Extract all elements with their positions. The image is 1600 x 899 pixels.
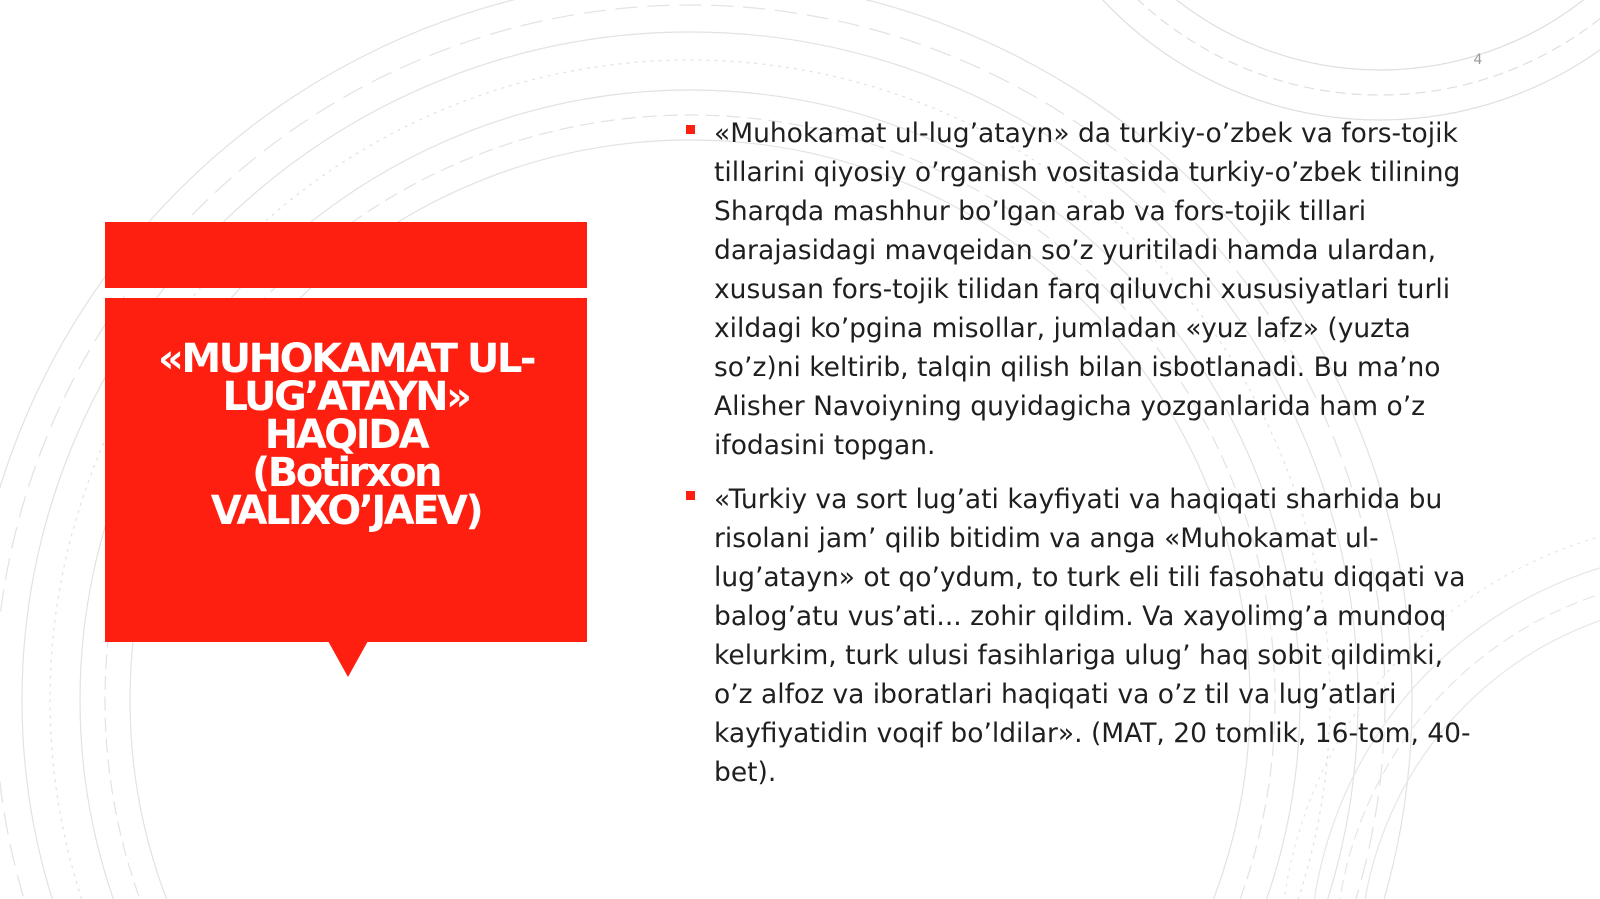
- bullet-text: «Turkiy va sort lug’ati kayfiyati va haqiqati sharhida bu risolani jam’ qilib bitidim va anga «Muhokamat ul-lug’atayn» ot qo’ydum, to turk eli tili fasohatu diqqati va balog’atu vus’ati... zohir qildim. Va xayolimg’a mundoq kelurkim, turk ulusi fasihlariga ulug’ haq sobit qildimki, o’z alfoz va iboratlari haqiqati va o’z til va lug’atlari kayfiyatidin voqif bo’ldilar». (MAT, 20 tomlik, 16-tom, 40-bet).: [714, 484, 1471, 788]
- square-bullet-icon: [686, 491, 695, 500]
- slide-number: 4: [1473, 52, 1483, 68]
- bullet-list: [684, 114, 1484, 807]
- bullet-text: «Muhokamat ul-lug’atayn» da turkiy-o’zbek va fors-tojik tillarini qiyosiy o’rganish vositasida turkiy-o’zbek tilining Sharqda mashhur bo’lgan arab va fors-tojik tillari darajasidagi mavqeidan so’z yuritiladi hamda ulardan, xususan fors-tojik tilidan farq qiluvchi xususiyatlari turli xildagi ko’pgina misollar, jumladan «yuz lafz» (yuzta so’z)ni keltirib, talqin qilish bilan isbotlanadi. Bu ma’no Alisher Navoiyning quyidagicha yozganlarida ham o’z ifodasini topgan.: [714, 118, 1461, 461]
- bullet-item: [684, 480, 1484, 792]
- title-callout-box: [105, 298, 587, 642]
- slide-title: «MUHOKAMAT UL- LUG’ATAYN» HAQIDA (Botirxon VALIXO’JAEV): [158, 336, 534, 534]
- square-bullet-icon: [686, 125, 695, 134]
- bullet-item: [684, 114, 1484, 465]
- callout-pointer: [328, 641, 368, 677]
- title-accent-band: [105, 222, 587, 288]
